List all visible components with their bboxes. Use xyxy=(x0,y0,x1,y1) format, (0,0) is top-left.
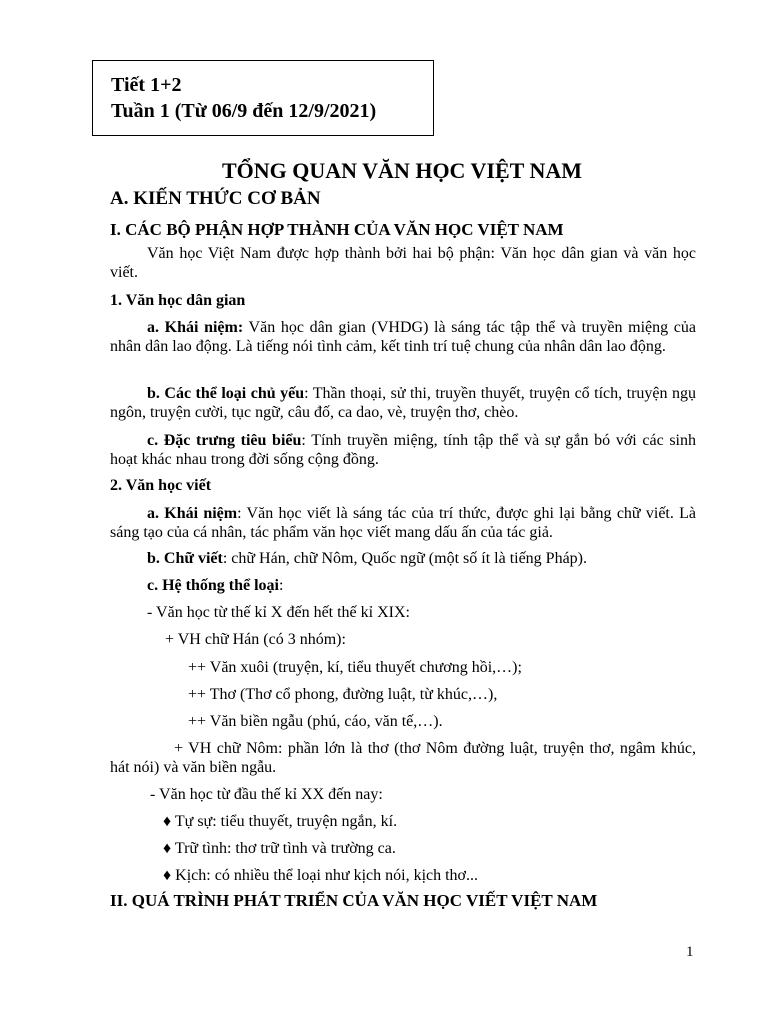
part2-c-label: c. Hệ thống thể loại xyxy=(147,577,279,594)
part2-a-text: : Văn học viết là sáng tác của trí thức, được ghi lại bằng chữ viết. Là sáng tạo của cá nhân, tác phẩm văn học viết mang dấu ấn của tác giả. xyxy=(110,505,697,541)
part1-a-paragraph xyxy=(110,318,696,356)
part2-b-text: : chữ Hán, chữ Nôm, Quốc ngữ (một số ít là tiếng Pháp). xyxy=(222,550,588,567)
part1-c-paragraph xyxy=(110,431,696,469)
part2-a-paragraph xyxy=(110,504,696,542)
part2-b-label: b. Chữ viết xyxy=(147,550,223,567)
part1-b-paragraph xyxy=(110,384,696,422)
part1-c-label: c. Đặc trưng tiêu biểu xyxy=(147,432,302,449)
part2-c-paragraph xyxy=(110,576,696,595)
modern-genre-lyric: ♦ Trữ tình: thơ trữ tình và trường ca. xyxy=(163,840,396,857)
part1-c-text: : Tính truyền miệng, tính tập thể và sự gắn bó với các sinh hoạt khác nhau trong đời sống cộng đồng. xyxy=(110,432,696,468)
vh-han-line: + VH chữ Hán (có 3 nhóm): xyxy=(165,631,346,648)
han-genre-poetry: ++ Thơ (Thơ cổ phong, đường luật, từ khúc,…), xyxy=(188,686,498,703)
intro-paragraph: Văn học Việt Nam được hợp thành bởi hai bộ phận: Văn học dân gian và văn học viết. xyxy=(110,245,696,281)
part2-b-paragraph xyxy=(110,549,696,568)
page-number: 1 xyxy=(686,944,694,960)
section-i-heading: I. CÁC BỘ PHẬN HỢP THÀNH CỦA VĂN HỌC VIỆT NAM xyxy=(110,220,564,239)
week-range: Tuần 1 (Từ 06/9 đến 12/9/2021) xyxy=(111,100,377,122)
section-a-heading: A. KIẾN THỨC CƠ BẢN xyxy=(110,188,321,209)
part2-a-label: a. Khái niệm xyxy=(147,505,238,522)
part1-b-text: : Thần thoại, sử thi, truyền thuyết, truyện cổ tích, truyện ngụ ngôn, truyện cười, tục ngữ, câu đố, ca dao, vè, truyện thơ, chèo. xyxy=(110,385,696,421)
period2-line: - Văn học từ đầu thế kỉ XX đến nay: xyxy=(150,786,383,803)
period1-line: - Văn học từ thế kỉ X đến hết thế kỉ XIX: xyxy=(147,604,410,621)
vh-nom-paragraph: + VH chữ Nôm: phần lớn là thơ (thơ Nôm đường luật, truyện thơ, ngâm khúc, hát nói) và văn biền ngẫu. xyxy=(110,740,696,776)
part2-heading: 2. Văn học viết xyxy=(110,477,212,494)
han-genre-prose: ++ Văn xuôi (truyện, kí, tiểu thuyết chương hồi,…); xyxy=(188,659,522,676)
document-title: TỔNG QUAN VĂN HỌC VIỆT NAM xyxy=(222,158,582,183)
lesson-info-box xyxy=(92,60,434,136)
modern-genre-narrative: ♦ Tự sự: tiểu thuyết, truyện ngắn, kí. xyxy=(163,813,398,830)
part1-a-text: Văn học dân gian (VHDG) là sáng tác tập thể và truyền miệng của nhân dân lao động. Là tiếng nói tình cảm, kết tinh trí tuệ chung của nhân dân lao động. xyxy=(110,319,697,355)
part1-a-label: a. Khái niệm: xyxy=(147,319,244,336)
lesson-number: Tiết 1+2 xyxy=(111,74,182,96)
part1-heading: 1. Văn học dân gian xyxy=(110,292,246,309)
part2-c-text: : xyxy=(279,577,284,594)
han-genre-parallel-prose: ++ Văn biền ngẫu (phú, cáo, văn tế,…). xyxy=(188,713,443,730)
modern-genre-drama: ♦ Kịch: có nhiều thể loại như kịch nói, kịch thơ... xyxy=(163,867,479,884)
part1-b-label: b. Các thể loại chủ yếu xyxy=(147,385,305,402)
section-ii-heading: II. QUÁ TRÌNH PHÁT TRIỂN CỦA VĂN HỌC VIẾT VIỆT NAM xyxy=(110,891,598,910)
